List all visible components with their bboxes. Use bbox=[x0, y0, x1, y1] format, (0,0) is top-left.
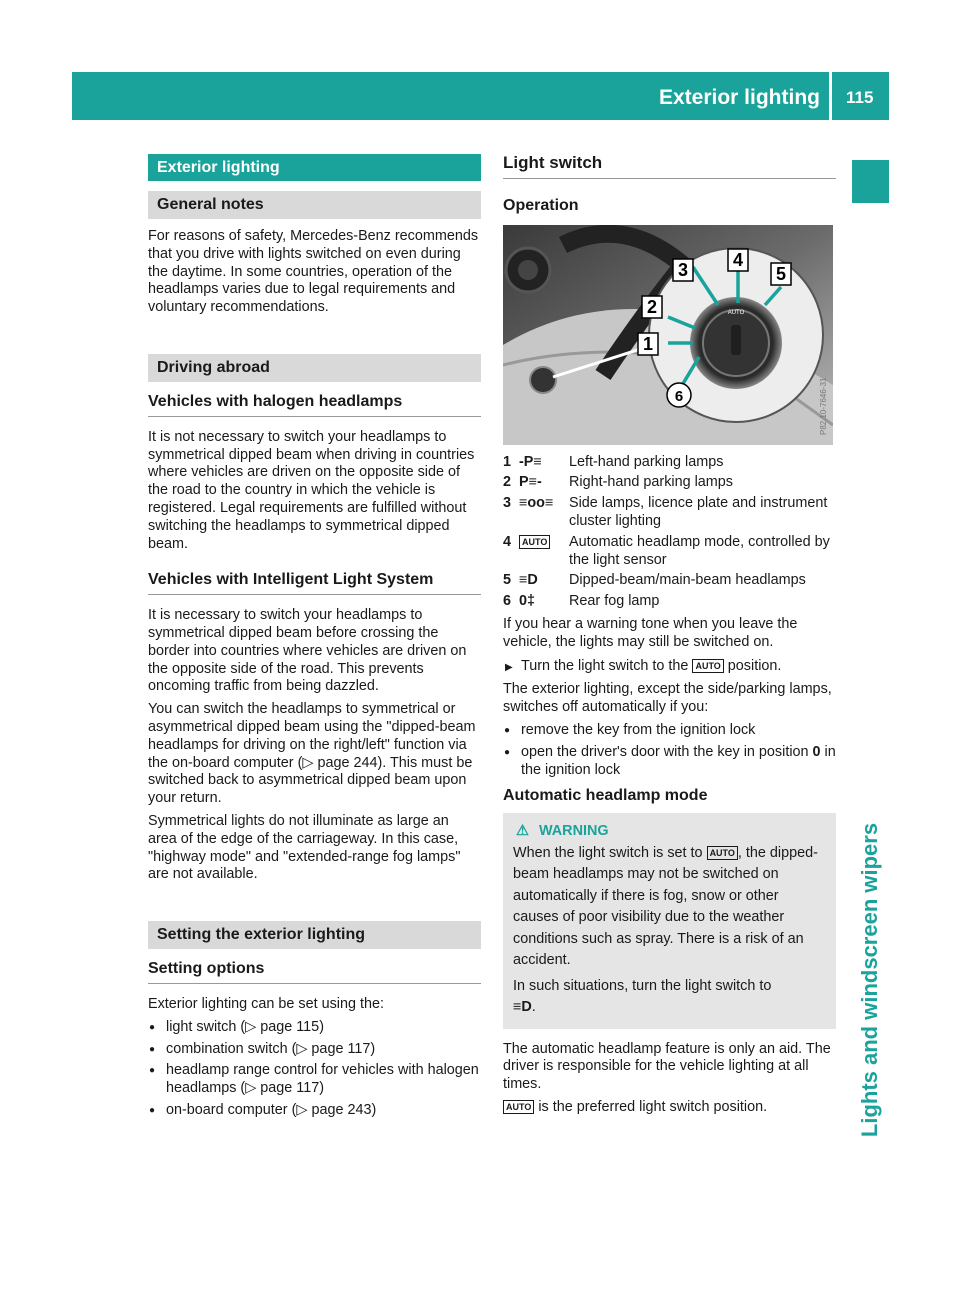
preferred-text: AUTO is the preferred light switch position. bbox=[503, 1099, 836, 1117]
right-parking-icon: P≡- bbox=[519, 474, 542, 491]
legend-number: 6 bbox=[503, 593, 512, 610]
switch-off-list bbox=[503, 722, 836, 779]
switch-auto-label: AUTO bbox=[727, 309, 745, 316]
legend-text: Dipped-beam/main-beam headlamps bbox=[569, 572, 806, 589]
side-tab-label: Lights and windscreen wipers bbox=[857, 822, 882, 1138]
callout-6: 6 bbox=[674, 387, 684, 405]
ils-text-3: Symmetrical lights do not illuminate as large an area of the edge of the carriageway. In this case, "highway mode" and "extended-range fog lamps" are not available. bbox=[148, 812, 461, 883]
ils-page-link[interactable]: (▷ page 244). This must be switched back to asymmetrical dipped beam upon your return. bbox=[148, 754, 473, 807]
legend-row bbox=[503, 495, 836, 531]
legend-number: 5 bbox=[503, 572, 512, 589]
operation-heading: Operation bbox=[503, 196, 579, 214]
driving-abroad-heading: Driving abroad bbox=[148, 354, 481, 382]
side-lamps-icon: ≡oo≡ bbox=[519, 495, 554, 512]
aid-text: The automatic headlamp feature is only an aid. The driver is responsible for the vehicle lighting at all times. bbox=[503, 1040, 831, 1093]
action-step: ▶ Turn the light switch to the AUTO position. bbox=[503, 658, 836, 676]
left-parking-icon: -P≡ bbox=[519, 453, 542, 470]
warning-advice: In such situations, turn the light switch to ≡D. bbox=[513, 977, 772, 1016]
legend-row bbox=[503, 474, 836, 492]
rear-fog-icon: 0‡ bbox=[519, 593, 536, 610]
image-code: P82.10-7646-31 bbox=[819, 377, 828, 435]
list-item: ● remove the key from the ignition lock bbox=[503, 722, 836, 740]
list-item[interactable]: ● combination switch (▷ page 117) bbox=[148, 1041, 481, 1059]
auto-icon: AUTO bbox=[503, 1100, 534, 1114]
list-item: ● open the driver's door with the key in position 0 in the ignition lock bbox=[503, 744, 836, 780]
auto-icon: AUTO bbox=[519, 534, 569, 570]
dipped-beam-icon: ≡D bbox=[513, 999, 532, 1016]
auto-icon: AUTO bbox=[707, 846, 738, 860]
general-notes-heading: General notes bbox=[148, 191, 481, 219]
light-switch-illustration bbox=[503, 225, 833, 445]
dipped-beam-icon: ≡D bbox=[519, 572, 538, 589]
right-column bbox=[503, 154, 836, 1117]
setting-options-list bbox=[148, 1019, 481, 1120]
exterior-off-text: The exterior lighting, except the side/parking lamps, switches off automatically if you: bbox=[503, 681, 832, 716]
section-title: Exterior lighting bbox=[148, 154, 481, 181]
legend-text: Side lamps, licence plate and instrument cluster lighting bbox=[569, 495, 828, 529]
warning-tone-text: If you hear a warning tone when you leave the vehicle, the lights may still be switched on. bbox=[503, 615, 798, 650]
legend-row bbox=[503, 454, 836, 472]
list-item[interactable]: ● light switch (▷ page 115) bbox=[148, 1019, 481, 1037]
halogen-text: It is not necessary to switch your headlamps to symmetrical dipped beam when driving in countries where vehicles are driven on the opposite side of the road to the country in which the vehicle is registered. Legal requirements are fulfilled without switching the headlamps to symmetrical dipped beam. bbox=[148, 428, 475, 552]
legend-number: 4 bbox=[503, 533, 512, 550]
legend-text: Automatic headlamp mode, controlled by the light sensor bbox=[569, 533, 830, 568]
legend-row bbox=[503, 572, 836, 590]
setting-intro: Exterior lighting can be set using the: bbox=[148, 995, 384, 1012]
warning-text: When the light switch is set to AUTO , the dipped-beam headlamps may not be switched on automatically if there is fog, snow or other causes of poor visibility due to the weather conditions such as spray. There is a risk of an accident. bbox=[513, 844, 818, 969]
ils-text-2a: You can switch the headlamps to symmetrical or asymmetrical dipped beam using the "dipped-beam headlamps for driving on the right/left" function via the on-board computer bbox=[148, 701, 476, 771]
legend-text: Rear fog lamp bbox=[569, 593, 660, 610]
warning-icon: ⚠ bbox=[516, 823, 529, 840]
key-position: 0 bbox=[812, 743, 821, 760]
ils-text-2 bbox=[148, 701, 481, 808]
ils-text-1: It is necessary to switch your headlamps to symmetrical dipped beam before crossing the border into countries where vehicles are driven on the opposite side of the road. This prevents oncoming traffic from being dazzled. bbox=[148, 607, 467, 695]
halogen-heading: Vehicles with halogen headlamps bbox=[148, 393, 481, 417]
callout-5: 5 bbox=[775, 263, 787, 284]
callout-2: 2 bbox=[646, 296, 658, 317]
legend-number: 2 bbox=[503, 474, 512, 491]
callout-3: 3 bbox=[677, 259, 689, 280]
light-switch-photo bbox=[503, 225, 833, 445]
setting-heading: Setting the exterior lighting bbox=[148, 921, 481, 949]
list-item[interactable]: ● headlamp range control for vehicles with halogen headlamps (▷ page 117) bbox=[148, 1062, 481, 1098]
warning-label: ⚠ WARNING bbox=[513, 821, 828, 843]
auto-mode-heading: Automatic headlamp mode bbox=[503, 787, 708, 805]
general-notes-text: For reasons of safety, Mercedes-Benz recommends that you drive with lights switched on even during the daytime. In some countries, operation of the headlamps varies due to legal requirements and voluntary recommendations. bbox=[148, 228, 479, 316]
callout-4: 4 bbox=[732, 249, 744, 270]
legend-row bbox=[503, 593, 836, 611]
legend-number: 3 bbox=[503, 495, 512, 512]
side-tab-marker bbox=[852, 160, 889, 203]
warning-box bbox=[503, 813, 836, 1029]
header-divider bbox=[829, 72, 832, 120]
auto-icon: AUTO bbox=[692, 659, 723, 673]
legend-text: Right-hand parking lamps bbox=[569, 474, 733, 491]
light-switch-heading: Light switch bbox=[503, 154, 836, 179]
left-column bbox=[148, 154, 481, 1124]
list-item[interactable]: ● on-board computer (▷ page 243) bbox=[148, 1102, 481, 1120]
legend-text: Left-hand parking lamps bbox=[569, 453, 724, 470]
callout-1: 1 bbox=[642, 333, 654, 354]
legend-list bbox=[503, 454, 836, 611]
page-number: 115 bbox=[846, 88, 874, 107]
legend-row bbox=[503, 534, 836, 570]
ils-heading: Vehicles with Intelligent Light System bbox=[148, 571, 481, 595]
legend-number: 1 bbox=[503, 453, 512, 470]
setting-options-heading: Setting options bbox=[148, 960, 481, 984]
page-title: Exterior lighting bbox=[658, 86, 820, 109]
